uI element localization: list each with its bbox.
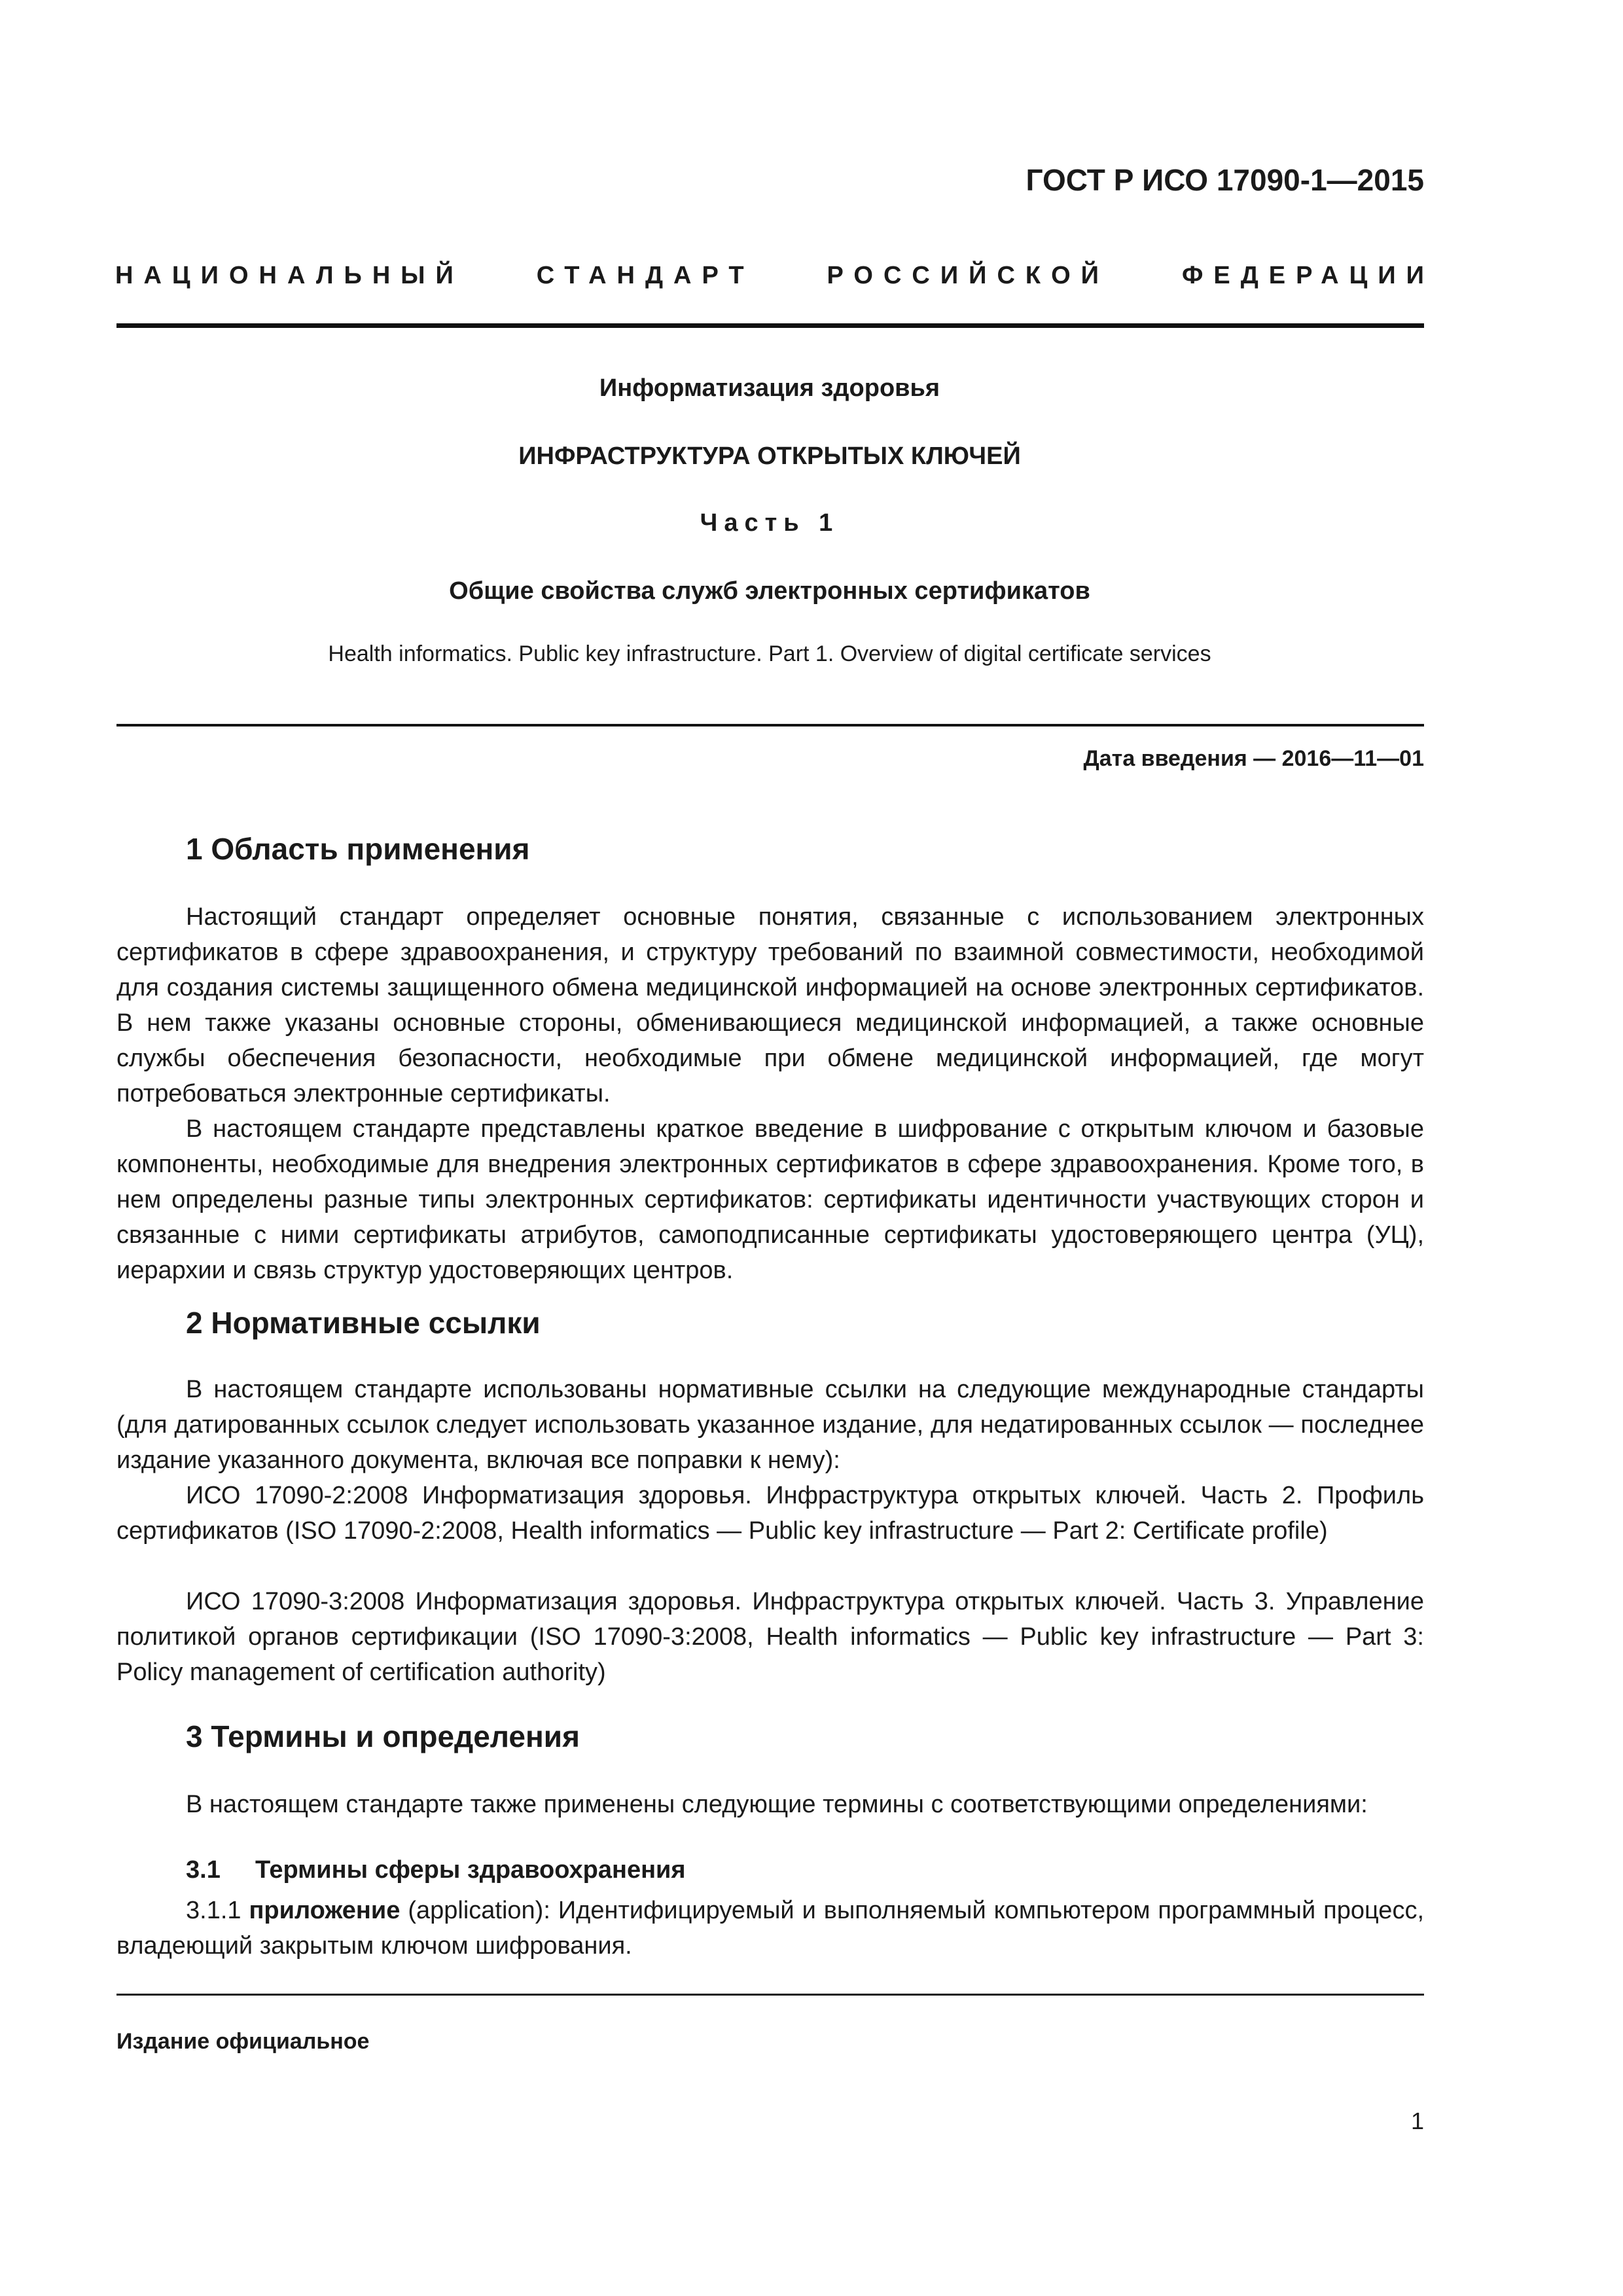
official-edition-label: Издание официальное bbox=[116, 2029, 370, 2054]
topic-title: Информатизация здоровья bbox=[599, 374, 940, 402]
section-1-heading: 1 Область применения bbox=[186, 832, 530, 866]
term-name: приложение bbox=[249, 1897, 401, 1924]
normative-reference: ИСО 17090-2:2008 Информатизация здоровья. Инфраструктура открытых ключей. Часть 2. Профиль сертификатов (ISO 17090-2:2008, Health informatics — Public key infrastructure — Part 2: Certificate profile) bbox=[116, 1482, 1424, 1545]
section-1-paragraph-2: В настоящем стандарте представлены краткое введение в шифрование с открытым ключом и базовые компоненты, необходимые для внедрения электронных сертификатов в сфере здравоохранения. Кроме того, в нем определены разные типы электронных сертификатов: сертификаты идентичности участвующих сторон и связанные с ними сертификаты атрибутов, самоподписанные сертификаты удостоверяющего центра (УЦ), иерархии и связь структур удостоверяющих центров. bbox=[116, 1115, 1424, 1284]
section-2-heading: 2 Нормативные ссылки bbox=[186, 1306, 541, 1340]
subtitle: Общие свойства служб электронных сертификатов bbox=[449, 577, 1090, 605]
national-word: ФЕДЕРАЦИИ bbox=[1181, 262, 1435, 289]
national-word: РОССИЙСКОЙ bbox=[827, 262, 1109, 289]
term-definition-text: Идентифицируемый и выполняемый компьютером программный процесс, владеющий закрытым ключом шифрования. bbox=[116, 1897, 1424, 1960]
national-standard-heading bbox=[115, 262, 1435, 290]
normative-reference: ИСО 17090-3:2008 Информатизация здоровья. Инфраструктура открытых ключей. Часть 3. Управление политикой органов сертификации (ISO 17090-3:2008, Health informatics — Public key infrastructure — Part 3: Policy management of certification authority) bbox=[116, 1588, 1424, 1686]
page-number: 1 bbox=[1410, 2108, 1424, 2134]
term-number: 3.1.1 bbox=[186, 1897, 241, 1924]
footer-divider bbox=[116, 1994, 1424, 1996]
introduction-date: Дата введения — 2016—11—01 bbox=[1083, 746, 1424, 771]
part-title: Часть 1 bbox=[700, 509, 840, 537]
subsection-title: Термины сферы здравоохранения bbox=[255, 1856, 686, 1884]
english-title: Health informatics. Public key infrastructure. Part 1. Overview of digital certificate services bbox=[328, 641, 1211, 666]
main-title: ИНФРАСТРУКТУРА ОТКРЫТЫХ КЛЮЧЕЙ bbox=[518, 442, 1021, 470]
section-3-heading: 3 Термины и определения bbox=[186, 1719, 580, 1753]
national-word: НАЦИОНАЛЬНЫЙ bbox=[115, 262, 464, 289]
header-divider bbox=[116, 323, 1424, 328]
subsection-3-1-heading bbox=[186, 1856, 686, 1884]
title-divider bbox=[116, 724, 1424, 726]
document-code: ГОСТ Р ИСО 17090-1—2015 bbox=[1026, 163, 1424, 197]
section-1-paragraph-1: Настоящий стандарт определяет основные понятия, связанные с использованием электронных сертификатов в сфере здравоохранения, и структуру требований по взаимной совместимости, необходимой для создания системы защищенного обмена медицинской информацией на основе электронных сертификатов. В нем также указаны основные стороны, обменивающиеся медицинской информацией, а также основные службы обеспечения безопасности, необходимые при обмене медицинской информацией, где могут потребоваться электронные сертификаты. bbox=[116, 903, 1424, 1107]
subsection-number: 3.1 bbox=[186, 1856, 221, 1884]
term-english: (application): bbox=[408, 1897, 550, 1924]
term-definition bbox=[116, 1893, 1424, 1964]
national-word: СТАНДАРТ bbox=[536, 262, 755, 289]
section-2-paragraph-1: В настоящем стандарте использованы нормативные ссылки на следующие международные стандарты (для датированных ссылок следует использовать указанное издание, для недатированных ссылок — последнее издание указанного документа, включая все поправки к нему): bbox=[116, 1376, 1424, 1474]
section-3-paragraph-1: В настоящем стандарте также применены следующие термины с соответствующими определениями: bbox=[186, 1791, 1368, 1818]
